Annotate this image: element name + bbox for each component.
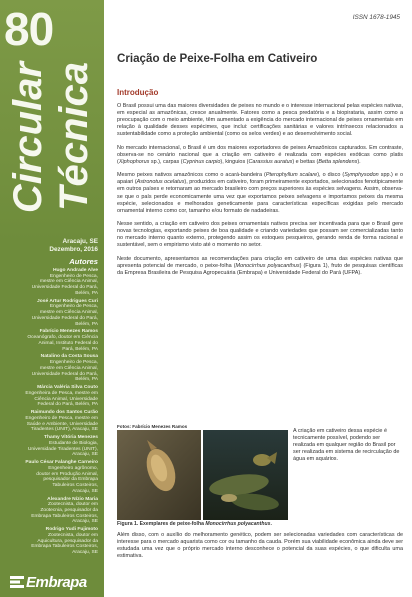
author-name: Márcia Valéria Silva Couto [37,385,98,391]
author-affiliation-line: Estudante de Biologia, [49,440,98,446]
author-affiliation-line: mestre em Ciência Animal, [39,310,98,316]
leaf-fish-photo-image [117,430,288,520]
paragraph-3: Mesmo peixes nativos amazônicos como o acará-bandeira (Pterophyllum scalare), o disco (Symphysodon spp.) e o apaiari (Astronotus ocelatus), produzidos em cativeiro, foram primeiramente exportados, selecionados fenotipicamente em outros países e retornaram ao mercado brasileiro com preços superiores às espécies selvagens. Assim, observa-se que o país perde economicamente uma vez que exportamos peixes selvagens e importamos peixes da mesma espécie, selecionados e melhorados geneticamente para características específicas exigidas pelo mercado ornamental interno como cor, tamanho e/ou formato de nadadeiras. [117,172,403,214]
author-affiliation-line: Belém, PA [75,321,98,327]
author-affiliation-line: pesquisador da Embrapa [43,477,98,483]
author-entry [6,435,98,458]
author-affiliation-line: Embrapa Tabuleiros Costeiros, [31,513,98,519]
author-entry [6,410,98,433]
author-affiliation-line: mestre em Ciência Animal, [39,365,98,371]
author-affiliation-line: Tabuleiros Costeiros, [52,482,98,488]
author-affiliation-line: Zootecnista, doutor em [47,502,98,508]
author-affiliation-line: Belém, PA [75,377,98,383]
author-name: Natalino da Costa Sousa [40,354,98,360]
figure-1-photo [117,430,288,520]
publication-place: Aracaju, SE [62,238,98,245]
authors-heading: Autores [69,257,98,266]
author-entry [6,354,98,383]
embrapa-logo-icon [10,576,24,588]
author-affiliation-line: Belém, PA [75,290,98,296]
author-affiliation-line: Aracaju, SE [72,488,98,494]
author-entry [6,299,98,328]
author-affiliation-line: Oceanógrafo, doutor em Ciência [27,335,98,341]
author-affiliation-line: Pará, Belém, PA [62,346,98,352]
figure-1-caption: Figura 1. Exemplares de peixe-folha Monocirrhus polyacanthus. [117,521,272,527]
author-affiliation-line: Aquicultura, pesquisador da [37,538,98,544]
figure-credit: Fotos: Fabrício Menezes Ramos [117,424,188,429]
figure-side-text: A criação em cativeiro dessa espécie é tecnicamente possível, podendo ser realizada em qualquer região do Brasil por ser realizada em sistema de recirculação de água em aquários. [293,428,400,463]
author-affiliation-line: Engenheiro agrônomo, [48,465,98,471]
author-affiliation-line: doutor em Produção Animal, [36,471,98,477]
paragraph-5: Neste documento, apresentamos as recomendações para criação em cativeiro de uma das espécies nativas que apresenta potencial de mercado, o peixe-folha (Monocirrhus polyacanthus) (Figura 1), fruto de pesquisas científicas da Empresa Brasileira de Pesquisa Agropecuária (Embrapa) e Universidade Federal do Pará (UFPA). [117,255,403,276]
author-affiliation-line: Engenheiro de Pesca, [49,273,98,279]
author-affiliation-line: Embrapa Tabuleiros Costeiros, [31,544,98,550]
series-title-word-1: Circular [6,62,50,214]
section-heading-introducao: Introdução [117,88,159,97]
author-affiliation-line: Engenheira de Pesca, mestre em [25,390,98,396]
publication-info [49,238,98,253]
issn: ISSN 1678-1945 [352,14,400,21]
author-entry [6,329,98,352]
author-entry [6,460,98,494]
paragraph-4: Nesse sentido, a criação em cativeiro dos peixes ornamentais nativos precisa ser incentivada para que o Brasil gere novas tecnologias, exportando peixes de boa qualidade e criando variedades que possam ser comercializadas tanto no mercado interno quanto externo, protegendo assim os estoques pesqueiros, gerando renda de forma racional e sustentável, sem o empirismo visto até o momento no setor. [117,221,403,249]
author-name: Thamy Vitória Menezes [44,435,98,441]
author-affiliation-line: Universidade Federal do Pará, [31,315,98,321]
author-affiliation-line: Zootecnista, doutor em [47,532,98,538]
closing-paragraph: Além disso, com o auxílio do melhoramento genético, podem ser selecionadas variedades com características de interesse para o mercado aquarista como cor ou tamanho da cauda. Porém sua viabilidade econômica ainda deve ser estudada uma vez que o próprio mercado interno desconhece o potencial da suas espécies, o que dificulta uma estimativa. [117,532,403,560]
embrapa-logo-text: Embrapa [26,574,87,591]
author-name: Paulo César Falanghe Carneiro [25,460,98,466]
body-text [117,103,403,277]
author-entry [6,268,98,297]
author-affiliation-line: Ciência Animal, Universidade [34,396,98,402]
author-affiliation-line: Zootecnia, pesquisador da [40,507,98,513]
author-name: Fabrício Menezes Ramos [39,329,98,335]
author-affiliation-line: Federal do Pará, Belém, PA [37,402,98,408]
series-number: 80 [4,3,54,55]
author-affiliation-line: Saúde e Ambiente, Universidade [26,421,98,427]
author-name: Alexandre Nízio Maria [47,496,98,502]
author-name: Hugo Andrade Alve [52,268,98,273]
author-name: Rodrigo Yudi Fujimoto [45,527,98,533]
sidebar [0,0,104,597]
author-affiliation-line: Universidade Federal do Pará, [31,285,98,291]
author-affiliation-line: Universidade Federal do Pará, [31,371,98,377]
paragraph-1: O Brasil possui uma das maiores diversidades de peixes no mundo e o interesse internacional pelas espécies nativas, em especial as amazônicas, cresce anualmente. Fatores como a pesca predatória e a biopirataria, assim como a preocupação com o meio ambiente, têm aumentado a exigência do mercado internacional de peixes ornamentais em relação à qualidade desses espécimes, que inclui: certificações sanitárias e valores intrínsecos relacionados a sustentabilidade como a proteção ambiental (como os selos verdes) e ao desenvolvimento social. [117,103,403,138]
authors-list [6,268,98,558]
author-affiliation-line: Engenheiro de Pesca, mestre em [25,415,98,421]
author-affiliation-line: Aracaju, SE [72,519,98,525]
author-affiliation-line: Universidade Tiradentes (UNIT), [27,446,98,452]
author-entry [6,497,98,526]
author-entry [6,385,98,408]
series-title [6,62,102,232]
author-affiliation-line: Tiradentes (UNIT), Aracaju, SE [30,427,98,433]
author-affiliation-line: mestre em Ciência Animal, [39,279,98,285]
author-entry [6,527,98,556]
author-affiliation-line: Aracaju, SE [72,550,98,556]
series-title-word-2: Técnica [52,62,96,211]
author-name: Raimundo dos Santos Curão [30,410,98,416]
document-title: Criação de Peixe-Folha em Cativeiro [117,52,318,65]
author-affiliation-line: Engenheiro de Pesca, [49,304,98,310]
author-affiliation-line: Animal, Instituto Federal do [38,340,98,346]
embrapa-logo [10,572,100,592]
author-affiliation-line: Aracaju, SE [72,452,98,458]
publication-date: Dezembro, 2016 [49,245,98,253]
paragraph-2: No mercado internacional, o Brasil é um dos maiores exportadores de peixes Amazônicos capturados. Em contraste, observa-se no cenário nacional que a criação em cativeiro é realizada com espécies exóticas como platis (Xiphophorus sp.), carpas (Cyprinus carpio), kinguios (Carassius auratus) e bettas (Betta splendens). [117,144,403,165]
author-name: José Artur Rodrigues Curi [37,298,98,304]
author-affiliation-line: Engenheiro de Pesca, [49,360,98,366]
